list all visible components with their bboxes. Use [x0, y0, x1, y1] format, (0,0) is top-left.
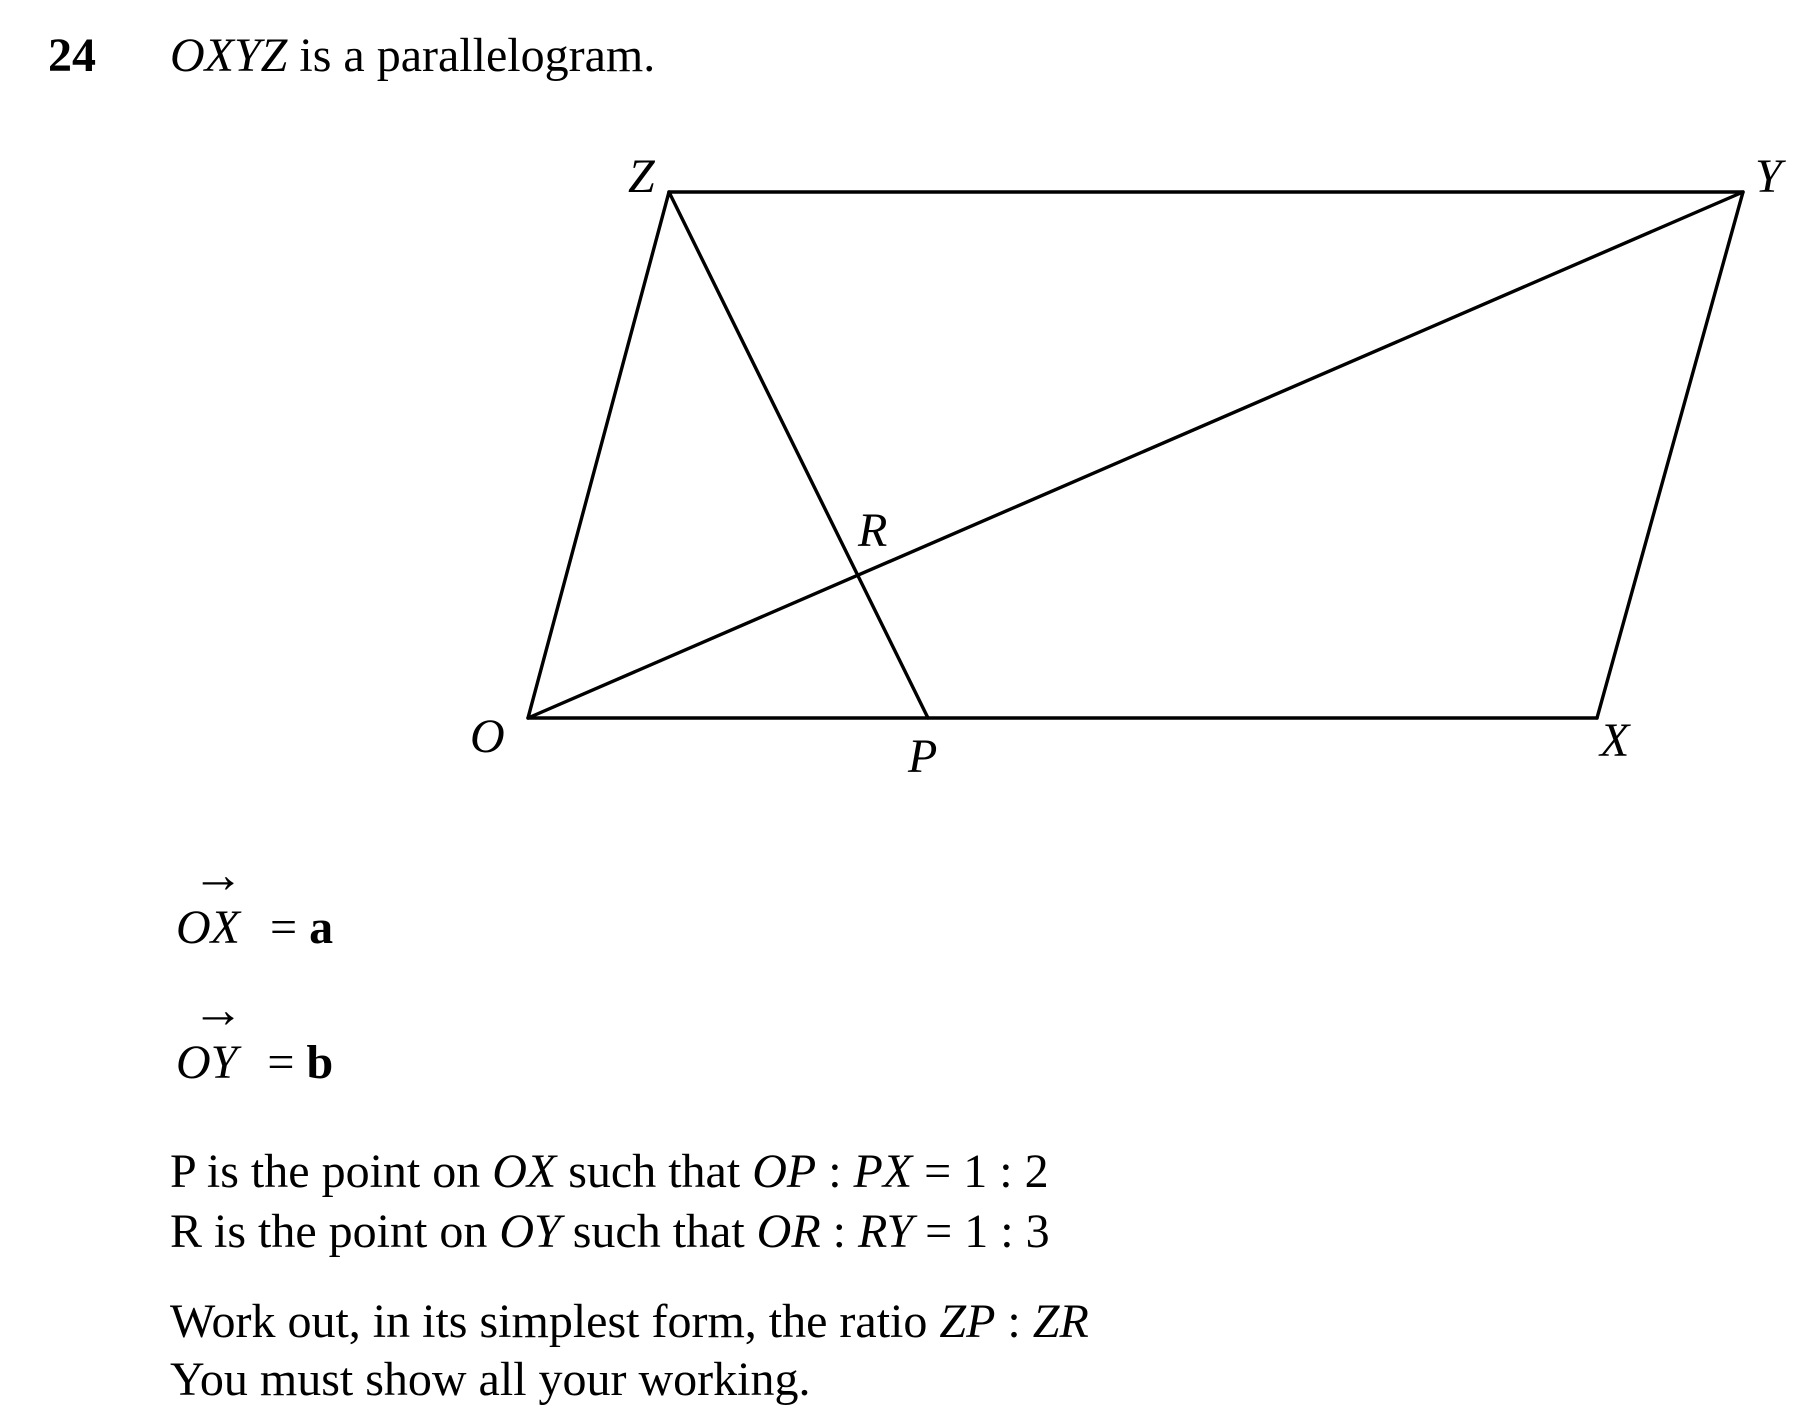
parallelogram-name: OXYZ — [170, 29, 288, 82]
definition-r-ratio-second: RY — [858, 1205, 914, 1258]
diagonal-oy — [528, 192, 1743, 718]
definition-r-text: R is the point on — [170, 1205, 500, 1258]
definition-p — [170, 1145, 1049, 1198]
label-z: Z — [628, 150, 655, 203]
definition-r-colon: : — [820, 1205, 858, 1258]
task-working-note: You must show all your working. — [170, 1353, 811, 1406]
label-r: R — [858, 504, 888, 557]
label-p: P — [908, 730, 938, 783]
vector-oy-equals: = — [267, 1036, 295, 1089]
vector-oy-value: b — [306, 1036, 334, 1089]
definition-p-mid: such that — [556, 1145, 753, 1198]
question-number: 24 — [48, 29, 96, 82]
vector-ox-value: a — [309, 901, 334, 954]
definition-p-text: P is the point on — [170, 1145, 493, 1198]
task-ratio-second: ZR — [1032, 1295, 1089, 1348]
definition-p-ratio-value: = 1 : 2 — [912, 1145, 1049, 1198]
label-y: Y — [1755, 150, 1782, 203]
vector-arrow-icon: → — [192, 982, 244, 1039]
vector-ox-equals: = — [269, 901, 298, 954]
vector-oy-name: OY — [176, 1036, 238, 1089]
definition-r-ratio-value: = 1 : 3 — [913, 1205, 1050, 1258]
vector-arrow-icon: → — [192, 847, 244, 904]
definition-p-ratio-first: OP — [752, 1145, 817, 1198]
vector-oy-definition — [176, 982, 334, 1090]
question-title-rest: is a parallelogram. — [287, 29, 656, 82]
definition-r-segment: OY — [499, 1205, 561, 1258]
task-instruction — [170, 1295, 1089, 1348]
task-ratio-colon: : — [995, 1295, 1033, 1348]
label-o: O — [470, 710, 505, 763]
side-xy — [1597, 192, 1743, 718]
definition-r-mid: such that — [560, 1205, 757, 1258]
definition-r — [170, 1205, 1050, 1258]
task-instruction-text: Work out, in its simplest form, the ratio — [170, 1295, 940, 1348]
definition-p-ratio-second: PX — [853, 1145, 913, 1198]
vector-ox-name: OX — [176, 901, 240, 954]
vector-ox-definition — [176, 847, 334, 955]
definition-r-ratio-first: OR — [756, 1205, 821, 1258]
definition-p-colon: : — [816, 1145, 854, 1198]
definition-p-segment: OX — [492, 1145, 557, 1198]
side-oz — [528, 192, 669, 718]
label-x: X — [1600, 714, 1630, 767]
task-ratio-first: ZP — [939, 1295, 996, 1348]
